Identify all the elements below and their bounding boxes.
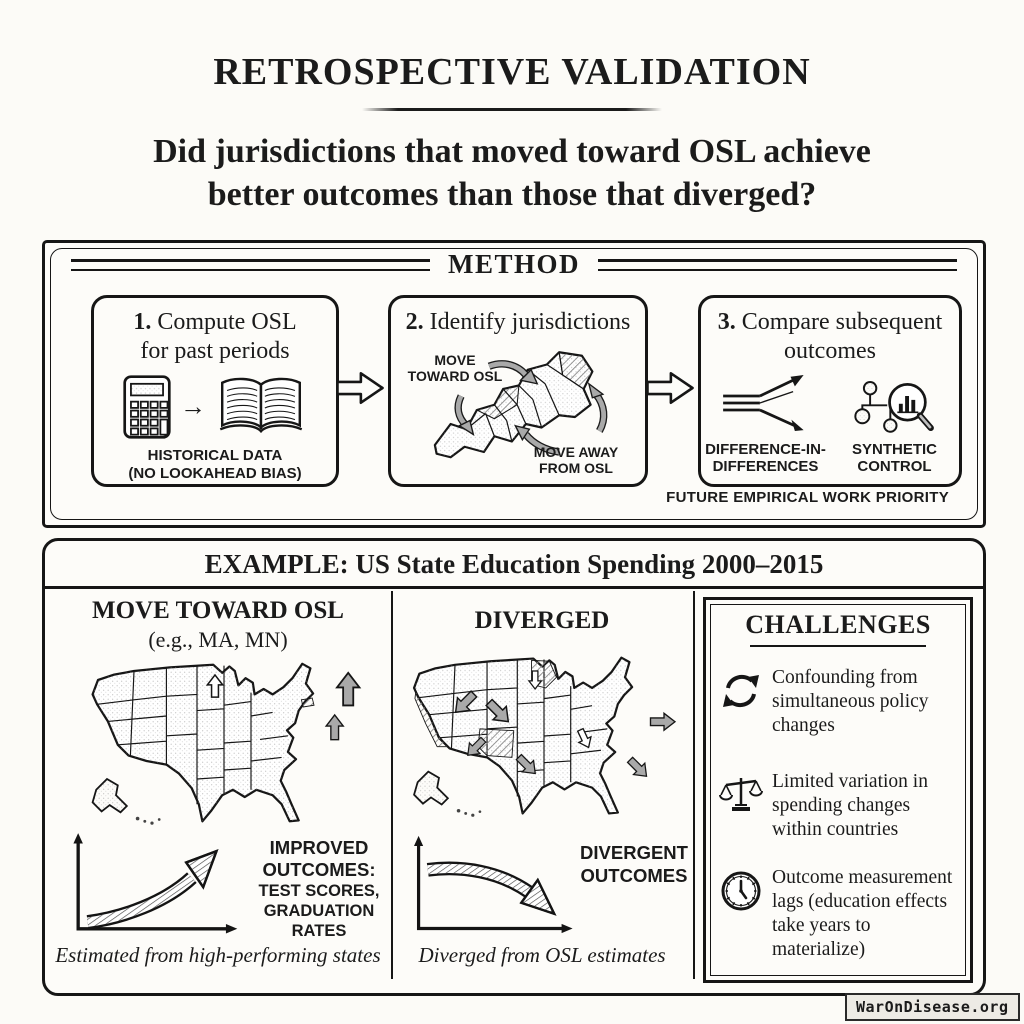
cycle-arrows-icon: [718, 668, 764, 714]
challenge-text: Outcome measurement lags (education effects take years to materialize): [772, 867, 953, 960]
toward-panel-caption: Estimated from high-performing states: [55, 943, 381, 967]
step2-title: [391, 308, 645, 337]
method-header-rule-right: [598, 259, 957, 271]
challenges-panel: [703, 597, 973, 983]
clock-icon: [718, 868, 764, 914]
example-header-rule: [45, 586, 983, 589]
step-connector-arrow-2: [644, 367, 696, 409]
question-heading: [0, 130, 1024, 216]
method-step-3: [698, 295, 962, 487]
step2-title-text: Identify jurisdictions: [429, 309, 631, 335]
open-book-icon: [214, 375, 308, 439]
step1-caption-line1: HISTORICAL DATA: [147, 447, 283, 464]
panel-divider-1: [391, 591, 393, 979]
step-connector-arrow-1: [334, 367, 386, 409]
move-toward-osl-label: MOVE TOWARD OSL: [407, 352, 503, 384]
toward-panel-title: MOVE TOWARD OSL: [92, 597, 344, 624]
step3-title-line2: outcomes: [784, 338, 876, 364]
synthetic-control-label: SYNTHETIC CONTROL: [851, 441, 937, 475]
difference-in-differences-label: DIFFERENCE-IN- DIFFERENCES: [705, 441, 826, 475]
divergent-outcomes-label: DIVERGENT OUTCOMES: [580, 842, 688, 886]
method-step-2: [388, 295, 648, 487]
move-away-from-osl-label: MOVE AWAY FROM OSL: [533, 444, 619, 476]
difference-in-differences-column: [701, 368, 830, 475]
trend-up-chart: [63, 831, 243, 947]
page-title: RETROSPECTIVE VALIDATION: [213, 51, 811, 93]
question-line-2: better outcomes than those that diverged?: [207, 176, 817, 213]
example-section: [42, 538, 986, 996]
improved-outcomes-label: IMPROVED OUTCOMES: TEST SCORES, GRADUATION RATES: [258, 837, 380, 940]
panel-divider-2: [693, 591, 695, 979]
challenges-title: CHALLENGES: [745, 610, 931, 639]
synthetic-control-column: [830, 368, 959, 475]
us-map-diverged: [397, 647, 691, 825]
challenge-item-limited-variation: [718, 770, 958, 842]
diverging-lines-icon: [712, 368, 820, 438]
us-map-toward-osl: [59, 653, 389, 833]
method-footnote: FUTURE EMPIRICAL WORK PRIORITY: [666, 489, 949, 506]
calculator-icon: [122, 374, 172, 440]
example-title: EXAMPLE: US State Education Spending 2000–2015: [204, 549, 824, 579]
step1-title-line2: for past periods: [140, 338, 290, 364]
diverged-panel-title: DIVERGED: [474, 607, 610, 634]
step3-title: [701, 308, 959, 366]
synthetic-control-icon: [841, 368, 949, 438]
method-title: METHOD: [448, 249, 581, 279]
method-step-1: [91, 295, 339, 487]
step2-number: 2.: [405, 309, 424, 335]
challenge-text: Confounding from simultaneous policy changes: [772, 667, 929, 736]
title-divider: [362, 108, 662, 111]
trend-down-chart: [401, 835, 581, 945]
question-line-1: Did jurisdictions that moved toward OSL achieve: [153, 133, 871, 170]
step3-methods: [701, 368, 959, 475]
challenge-item-confounding: [718, 666, 958, 738]
step3-number: 3.: [717, 309, 736, 335]
method-header-rule-left: [71, 259, 430, 271]
toward-panel-subtitle: (e.g., MA, MN): [148, 627, 288, 652]
step3-title-text: Compare subsequent: [741, 309, 943, 335]
challenges-title-underline: [750, 645, 926, 647]
step1-number: 1.: [133, 309, 152, 335]
diverged-panel-caption: Diverged from OSL estimates: [418, 943, 666, 967]
watermark: WarOnDisease.org: [845, 993, 1020, 1021]
method-section: [42, 240, 986, 528]
step1-title: [94, 308, 336, 366]
balance-scale-icon: [718, 772, 764, 818]
step1-caption: [94, 447, 336, 483]
step1-caption-line2: (NO LOOKAHEAD BIAS): [128, 465, 302, 482]
challenge-item-measurement-lags: [718, 866, 958, 962]
right-arrow-icon: →: [180, 392, 206, 421]
step1-icons: [94, 372, 336, 442]
method-header: [71, 249, 957, 280]
step1-title-text: Compute OSL: [157, 309, 297, 335]
challenge-text: Limited variation in spending changes within countries: [772, 771, 928, 840]
